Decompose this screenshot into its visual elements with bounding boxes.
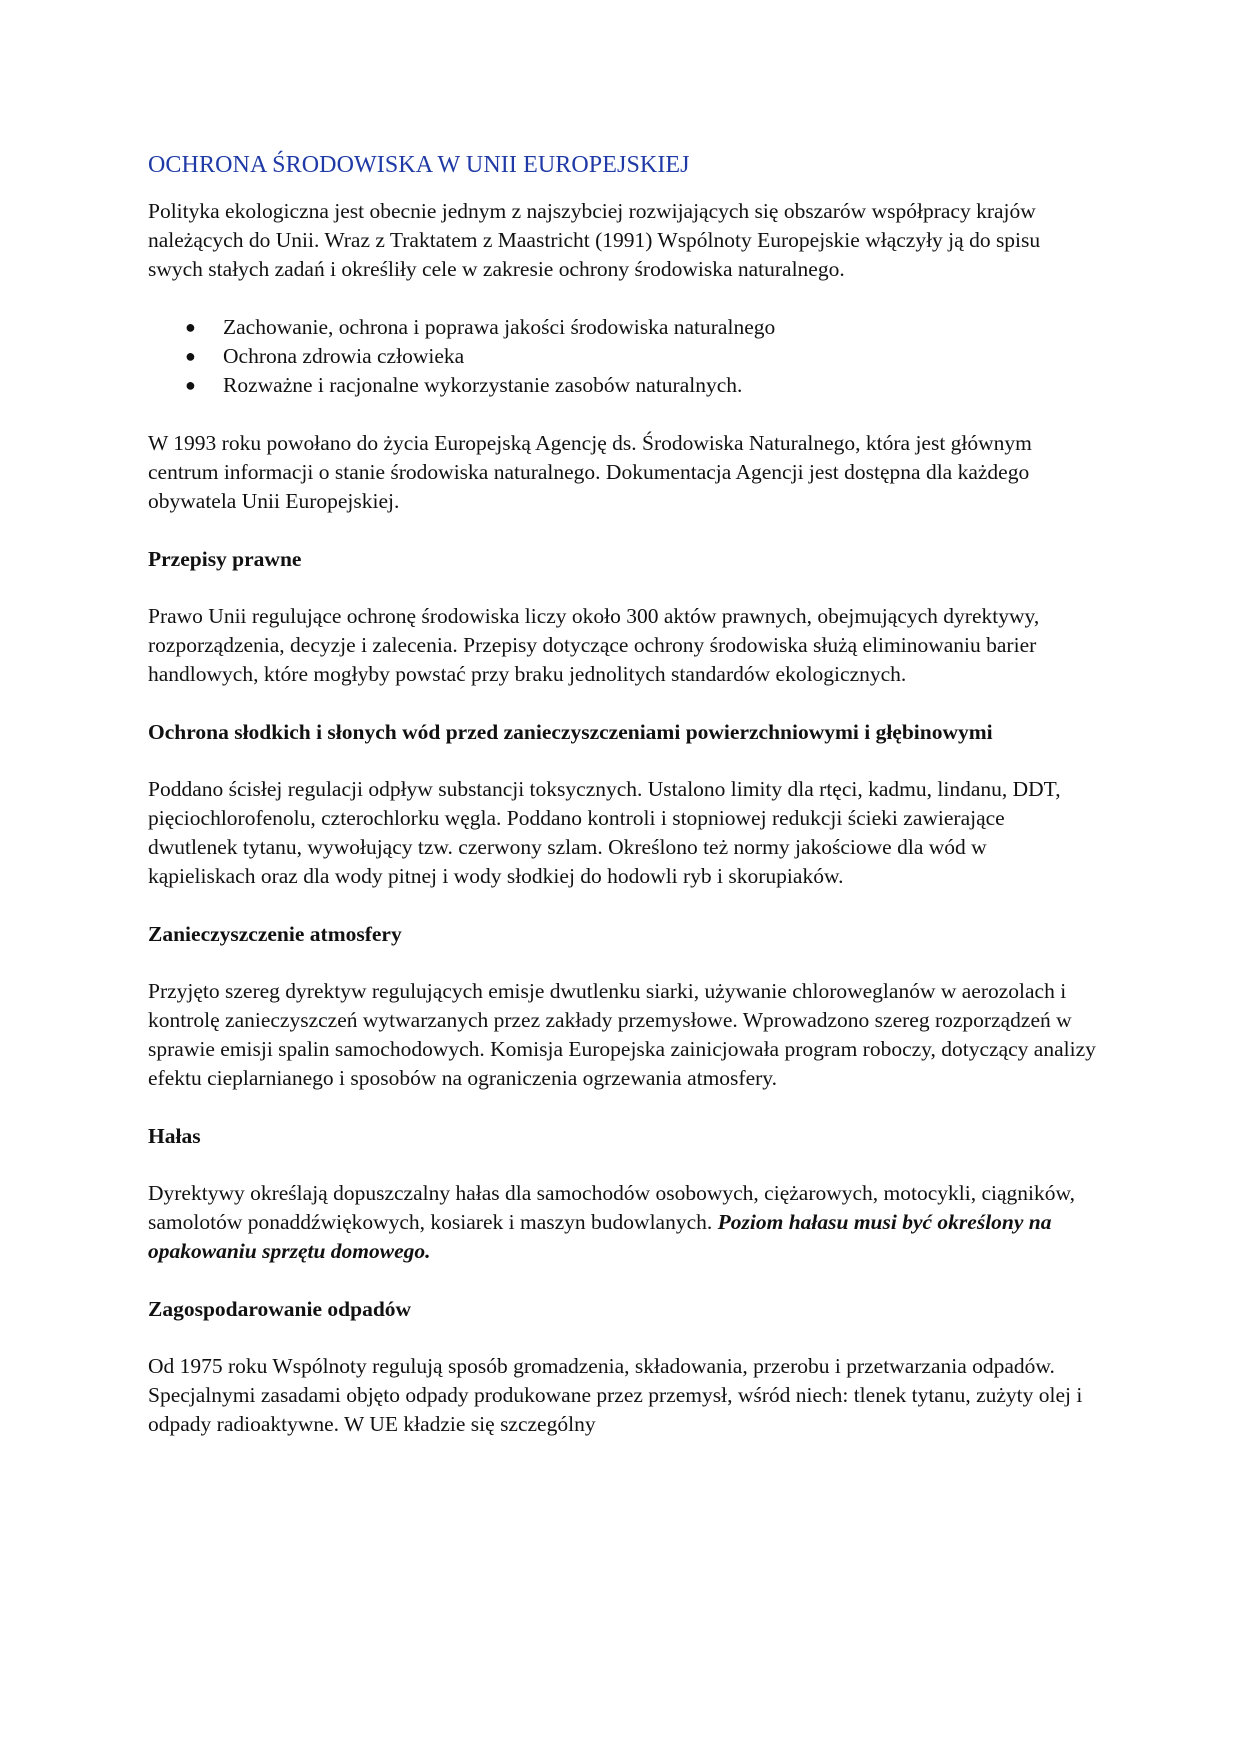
bullet-icon: ● — [185, 375, 196, 395]
list-item-text: Ochrona zdrowia człowieka — [223, 344, 465, 368]
section-text-water: Poddano ścisłej regulacji odpływ substancji toksycznych. Ustalono limity dla rtęci, kadmu, lindanu, DDT, pięciochlorofenolu, czterochlorku węgla. Poddano kontroli i stopniowej redukcji ścieki zawierające dwutlenek tytanu, wywołujący tzw. czerwony szlam. Określono też normy jakościowe dla wód w kąpieliskach oraz dla wody pitnej i wody słodkiej do hodowli ryb i skorupiaków. — [148, 777, 1061, 888]
section-text-law: Prawo Unii regulujące ochronę środowiska liczy około 300 aktów prawnych, obejmujących dyrektywy, rozporządzenia, decyzje i zalecenia. Przepisy dotyczące ochrony środowiska służą eliminowaniu barier handlowych, które mogłyby powstać przy braku jednolitych standardów ekologicznych. — [148, 604, 1040, 686]
agency-paragraph: W 1993 roku powołano do życia Europejską Agencję ds. Środowiska Naturalnego, która jest głównym centrum informacji o stanie środowiska naturalnego. Dokumentacja Agencji jest dostępna dla każdego obywatela Unii Europejskiej. — [148, 431, 1032, 513]
section-text-waste: Od 1975 roku Wspólnoty regulują sposób gromadzenia, składowania, przerobu i przetwarzania odpadów. Specjalnymi zasadami objęto odpady produkowane przez przemysł, wśród niech: tlenek tytanu, zużyty olej i odpady radioaktywne. W UE kładzie się szczególny — [148, 1354, 1083, 1436]
document-title: OCHRONA ŚRODOWISKA W UNII EUROPEJSKIEJ — [148, 152, 690, 178]
intro-paragraph: Polityka ekologiczna jest obecnie jednym z najszybciej rozwijających się obszarów współpracy krajów należących do Unii. Wraz z Traktatem z Maastricht (1991) Wspólnoty Europejskie włączyły ją do spisu swych stałych zadań i określiły cele w zakresie ochrony środowiska naturalnego. — [148, 199, 1041, 281]
list-item-text: Rozważne i racjonalne wykorzystanie zasobów naturalnych. — [223, 373, 743, 397]
list-item — [185, 371, 1098, 400]
list-item — [185, 342, 1098, 371]
section-heading-water: Ochrona słodkich i słonych wód przed zanieczyszczeniami powierzchniowymi i głębinowymi — [148, 720, 993, 744]
section-heading-noise: Hałas — [148, 1124, 201, 1148]
section-heading-law: Przepisy prawne — [148, 547, 302, 571]
section-text-noise — [148, 1179, 1098, 1266]
noise-emphasis: Poziom hałasu musi być określony na opakowaniu sprzętu domowego. — [148, 1210, 1052, 1263]
goals-list — [148, 313, 1098, 400]
section-text-air: Przyjęto szereg dyrektyw regulujących emisje dwutlenku siarki, używanie chloroweglanów w aerozolach i kontrolę zanieczyszczeń wytwarzanych przez zakłady przemysłowe. Wprowadzono szereg rozporządzeń w sprawie emisji spalin samochodowych. Komisja Europejska zainicjowała program roboczy, dotyczący analizy efektu cieplarnianego i sposobów na ograniczenia ogrzewania atmosfery. — [148, 979, 1096, 1090]
section-heading-waste: Zagospodarowanie odpadów — [148, 1297, 412, 1321]
bullet-icon: ● — [185, 346, 196, 366]
bullet-icon: ● — [185, 317, 196, 337]
section-heading-air: Zanieczyszczenie atmosfery — [148, 922, 402, 946]
list-item — [185, 313, 1098, 342]
document-page — [148, 130, 1098, 1468]
noise-text: Dyrektywy określają dopuszczalny hałas dla samochodów osobowych, ciężarowych, motocykli, ciągników, samolotów ponaddźwiękowych, kosiarek i maszyn budowlanych. — [148, 1181, 1076, 1234]
list-item-text: Zachowanie, ochrona i poprawa jakości środowiska naturalnego — [223, 315, 776, 339]
